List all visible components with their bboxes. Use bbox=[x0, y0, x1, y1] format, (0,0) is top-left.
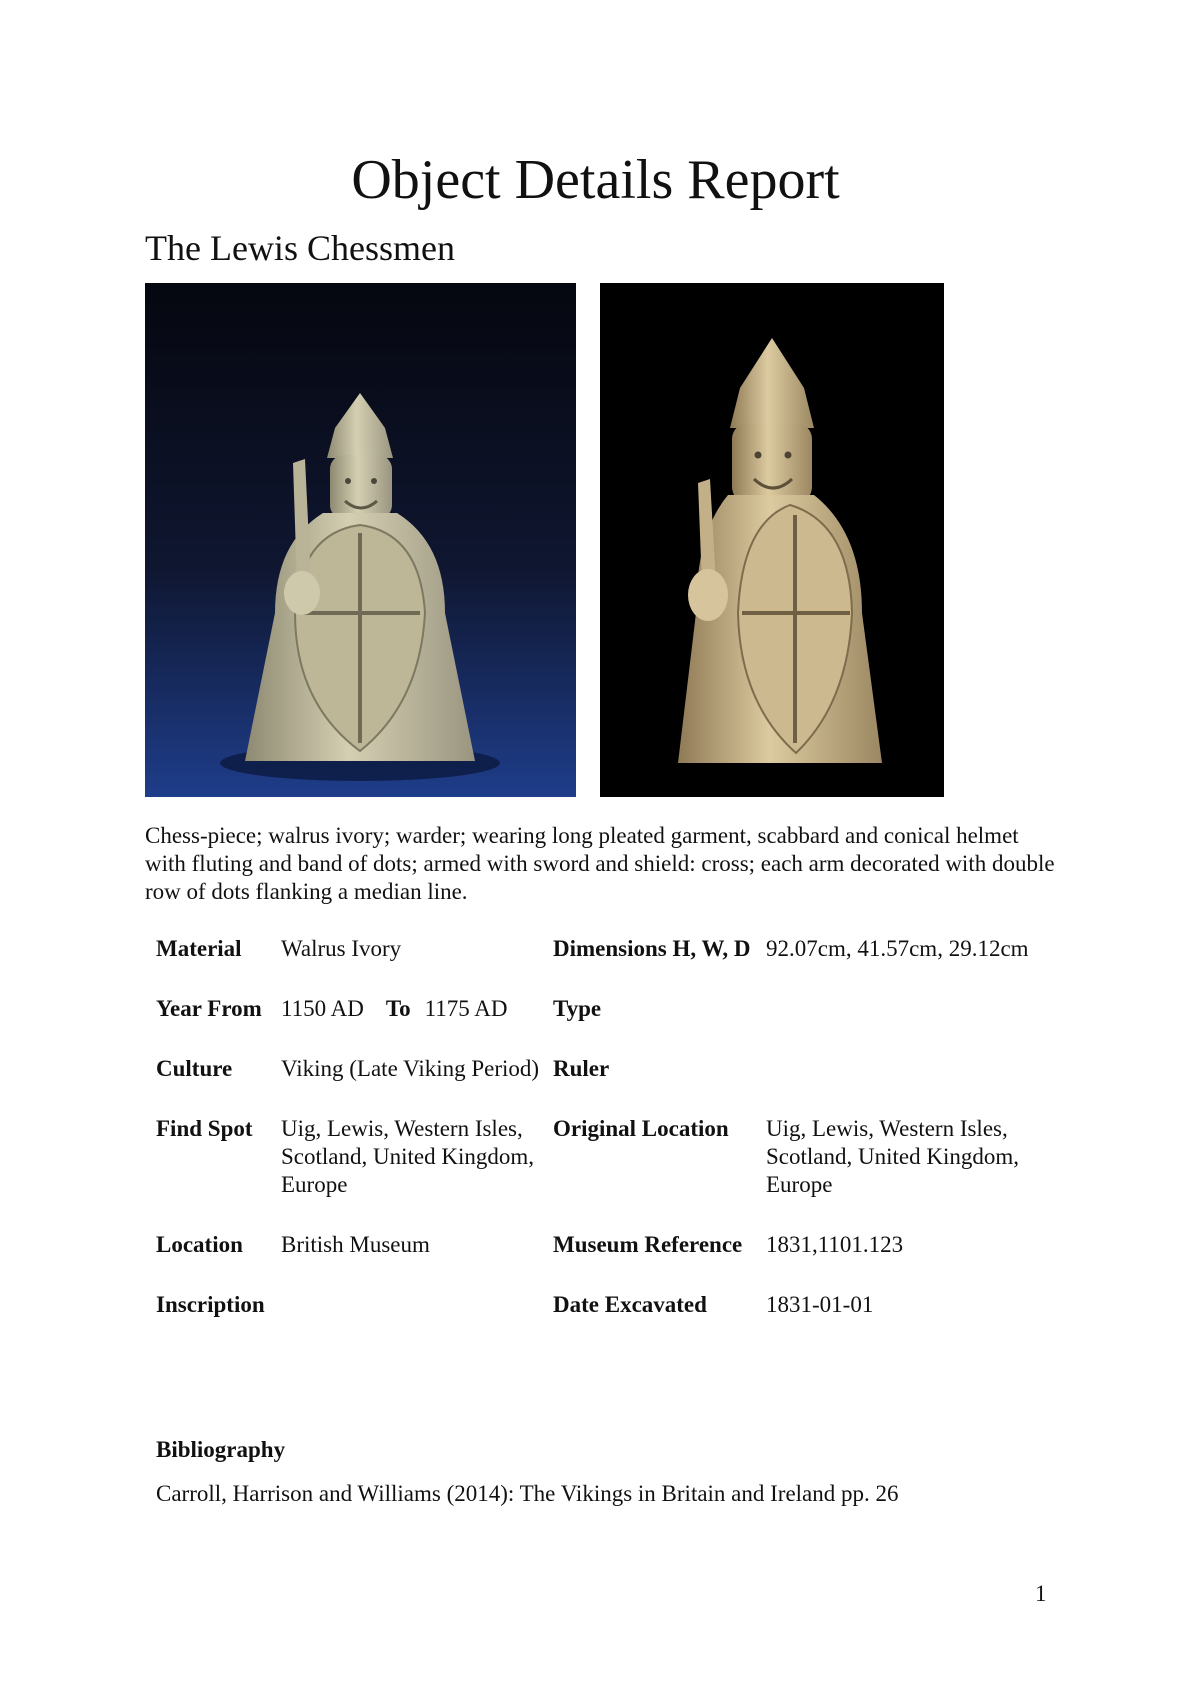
object-name: The Lewis Chessmen bbox=[145, 228, 455, 268]
year-from-value: 1150 AD bbox=[281, 996, 364, 1021]
year-to-label: To bbox=[385, 996, 411, 1021]
page-number: 1 bbox=[1035, 1581, 1047, 1606]
chess-warder-photo-icon bbox=[145, 283, 576, 797]
details-row-year bbox=[156, 995, 1066, 1055]
details-row-material bbox=[156, 935, 1066, 995]
inscription-label: Inscription bbox=[156, 1292, 265, 1317]
year-range bbox=[281, 995, 553, 1055]
original-location-label: Original Location bbox=[553, 1116, 729, 1141]
details-row-find-spot bbox=[156, 1115, 1066, 1231]
type-value bbox=[766, 995, 1066, 1055]
bibliography-entry: Carroll, Harrison and Williams (2014): The Vikings in Britain and Ireland pp. 26 bbox=[156, 1481, 899, 1506]
bibliography-heading: Bibliography bbox=[156, 1437, 286, 1462]
museum-reference-label: Museum Reference bbox=[553, 1232, 743, 1257]
date-excavated-value: 1831-01-01 bbox=[766, 1292, 874, 1317]
details-row-culture bbox=[156, 1055, 1066, 1115]
culture-label: Culture bbox=[156, 1056, 233, 1081]
object-details-table bbox=[156, 935, 1066, 1351]
inscription-value bbox=[281, 1291, 553, 1351]
report-title: Object Details Report bbox=[351, 149, 840, 211]
museum-reference-value: 1831,1101.123 bbox=[766, 1232, 904, 1257]
ruler-value bbox=[766, 1055, 1066, 1115]
dimensions-label: Dimensions H, W, D bbox=[553, 936, 751, 961]
chess-warder-photo-front bbox=[145, 283, 576, 797]
year-to-value: 1175 AD bbox=[424, 996, 508, 1021]
original-location-value: Uig, Lewis, Western Isles, Scotland, United Kingdom, Europe bbox=[766, 1116, 1019, 1197]
details-row-location bbox=[156, 1231, 1066, 1291]
dimensions-value: 92.07cm, 41.57cm, 29.12cm bbox=[766, 936, 1029, 961]
year-from-label: Year From bbox=[156, 996, 262, 1021]
details-row-inscription bbox=[156, 1291, 1066, 1351]
chess-warder-photo-icon bbox=[600, 283, 944, 797]
chess-warder-photo-side bbox=[600, 283, 944, 797]
object-description: Chess-piece; walrus ivory; warder; wearing long pleated garment, scabbard and conical helmet with fluting and band of dots; armed with sword and shield: cross; each arm decorated with double row of dots flanking a median line. bbox=[145, 823, 1055, 904]
type-label: Type bbox=[553, 996, 602, 1021]
material-label: Material bbox=[156, 936, 242, 961]
location-label: Location bbox=[156, 1232, 243, 1257]
find-spot-label: Find Spot bbox=[156, 1116, 253, 1141]
location-value: British Museum bbox=[281, 1232, 430, 1257]
material-value: Walrus Ivory bbox=[281, 936, 402, 961]
date-excavated-label: Date Excavated bbox=[553, 1292, 707, 1317]
ruler-label: Ruler bbox=[553, 1056, 610, 1081]
find-spot-value: Uig, Lewis, Western Isles, Scotland, United Kingdom, Europe bbox=[281, 1116, 534, 1197]
culture-value: Viking (Late Viking Period) bbox=[281, 1056, 540, 1081]
